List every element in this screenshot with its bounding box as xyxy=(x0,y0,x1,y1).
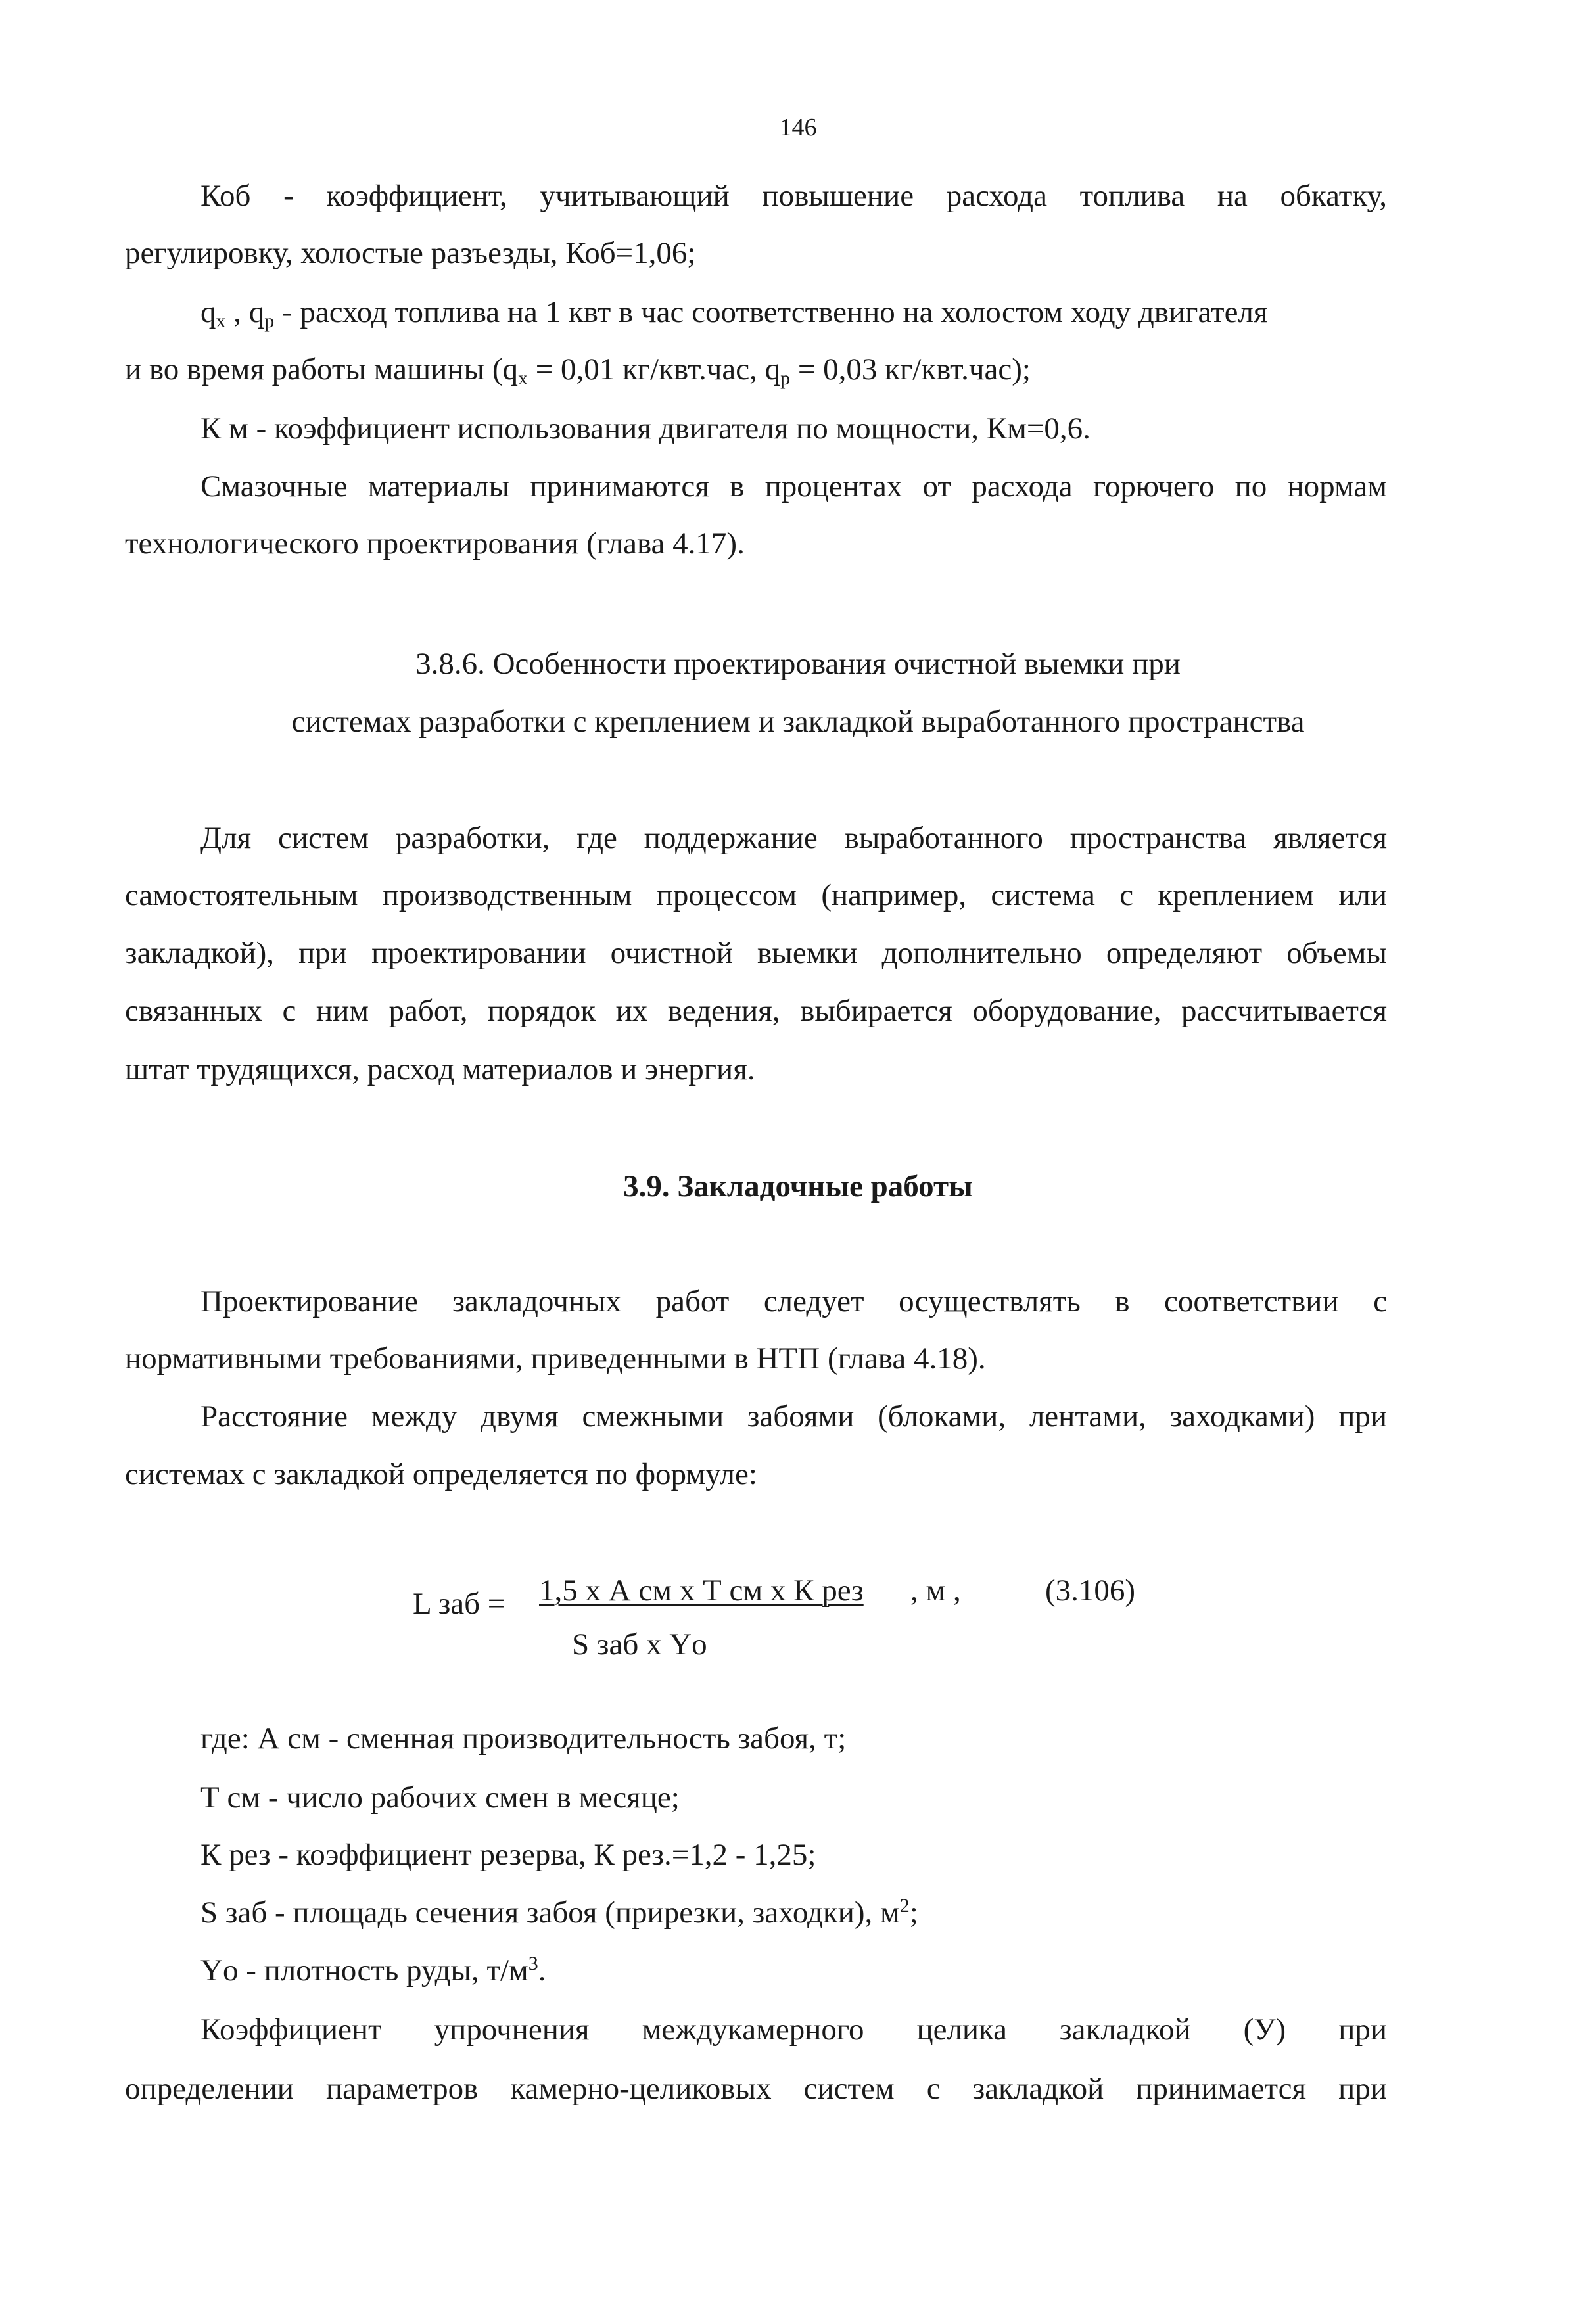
para2-line1 xyxy=(200,292,1387,332)
para7-line1: Расстояние между двумя смежными забоями (блоками, лентами, заходками) при xyxy=(200,1399,1387,1433)
formula-lhs: L заб = xyxy=(413,1587,505,1621)
para4-line2: технологического проектирования (глава 4.17). xyxy=(125,526,745,561)
formula-numerator: 1,5 х А см х Т см х К рез xyxy=(539,1573,864,1608)
definition-s-zab-sup: 2 xyxy=(899,1895,910,1917)
para5-line5: штат трудящихся, расход материалов и энергия. xyxy=(125,1052,755,1086)
para5-line2: самостоятельным производственным процессом (например, система с креплением или xyxy=(125,878,1387,912)
definition-t-sm: Т см - число рабочих смен в месяце; xyxy=(200,1781,680,1815)
symbol-separator: , xyxy=(225,295,249,329)
definition-a-sm: где: А см - сменная производительность забоя, т; xyxy=(200,1721,847,1756)
section-39-heading: 3.9. Закладочные работы xyxy=(623,1169,973,1203)
para5-line1: Для систем разработки, где поддержание выработанного пространства является xyxy=(200,821,1387,855)
qp-subscript-2: р xyxy=(780,367,791,389)
section-386-heading-line2: системах разработки с креплением и закладкой выработанного пространства xyxy=(291,705,1305,739)
para2-line2-end: = 0,03 кг/квт.час); xyxy=(790,352,1031,386)
para5-line4: связанных с ним работ, порядок их ведения, выбирается оборудование, рассчитывается xyxy=(125,994,1387,1028)
para2-line2-start: и во время работы машины (q xyxy=(125,352,518,386)
qx-symbol: q xyxy=(200,295,216,329)
qx-subscript: х xyxy=(216,310,226,332)
definition-s-zab-end: ; xyxy=(909,1896,918,1930)
para2-line2-mid: = 0,01 кг/квт.час, q xyxy=(527,352,781,386)
para3-line: К м - коэффициент использования двигателя по мощности, Км=0,6. xyxy=(200,411,1091,446)
section-386-heading-line1: 3.8.6. Особенности проектирования очистной выемки при xyxy=(415,647,1181,681)
para6-line2: нормативными требованиями, приведенными в НТП (глава 4.18). xyxy=(125,1341,986,1376)
definition-s-zab-text: S заб - площадь сечения забоя (прирезки, заходки), м xyxy=(200,1896,900,1930)
formula-number: (3.106) xyxy=(1045,1573,1136,1608)
qp-subscript: р xyxy=(264,310,275,332)
para7-line2: системах с закладкой определяется по формуле: xyxy=(125,1457,757,1491)
formula-denominator: S заб х Υо xyxy=(572,1627,707,1662)
formula-unit: , м , xyxy=(910,1573,961,1608)
para2-line1-text: - расход топлива на 1 квт в час соответственно на холостом ходу двигателя xyxy=(274,295,1268,329)
definition-k-rez: К рез - коэффициент резерва, К рез.=1,2 - 1,25; xyxy=(200,1838,816,1872)
definition-s-zab xyxy=(200,1893,1387,1932)
para8-line2: определении параметров камерно-целиковых систем с закладкой принимается при xyxy=(125,2072,1387,2106)
definition-density-text: Υо - плотность руды, т/м xyxy=(200,1953,528,1988)
qx-subscript-2: х xyxy=(517,367,528,389)
definition-density-sup: 3 xyxy=(528,1953,538,1974)
definition-density-end: . xyxy=(538,1953,546,1988)
para4-line1: Смазочные материалы принимаются в процентах от расхода горючего по нормам xyxy=(200,469,1387,503)
page-number: 146 xyxy=(779,114,817,141)
para1-line1: Коб - коэффициент, учитывающий повышение расхода топлива на обкатку, xyxy=(200,179,1387,213)
qp-symbol: q xyxy=(248,295,265,329)
para2-line2 xyxy=(125,350,1387,389)
para6-line1: Проектирование закладочных работ следует осуществлять в соответствии с xyxy=(200,1284,1387,1318)
para1-line2: регулировку, холостые разъезды, Коб=1,06; xyxy=(125,236,696,270)
para5-line3: закладкой), при проектировании очистной выемки дополнительно определяют объемы xyxy=(125,936,1387,970)
definition-density xyxy=(200,1951,1387,1990)
para8-line1: Коэффициент упрочнения междукамерного целика закладкой (У) при xyxy=(200,2013,1387,2047)
